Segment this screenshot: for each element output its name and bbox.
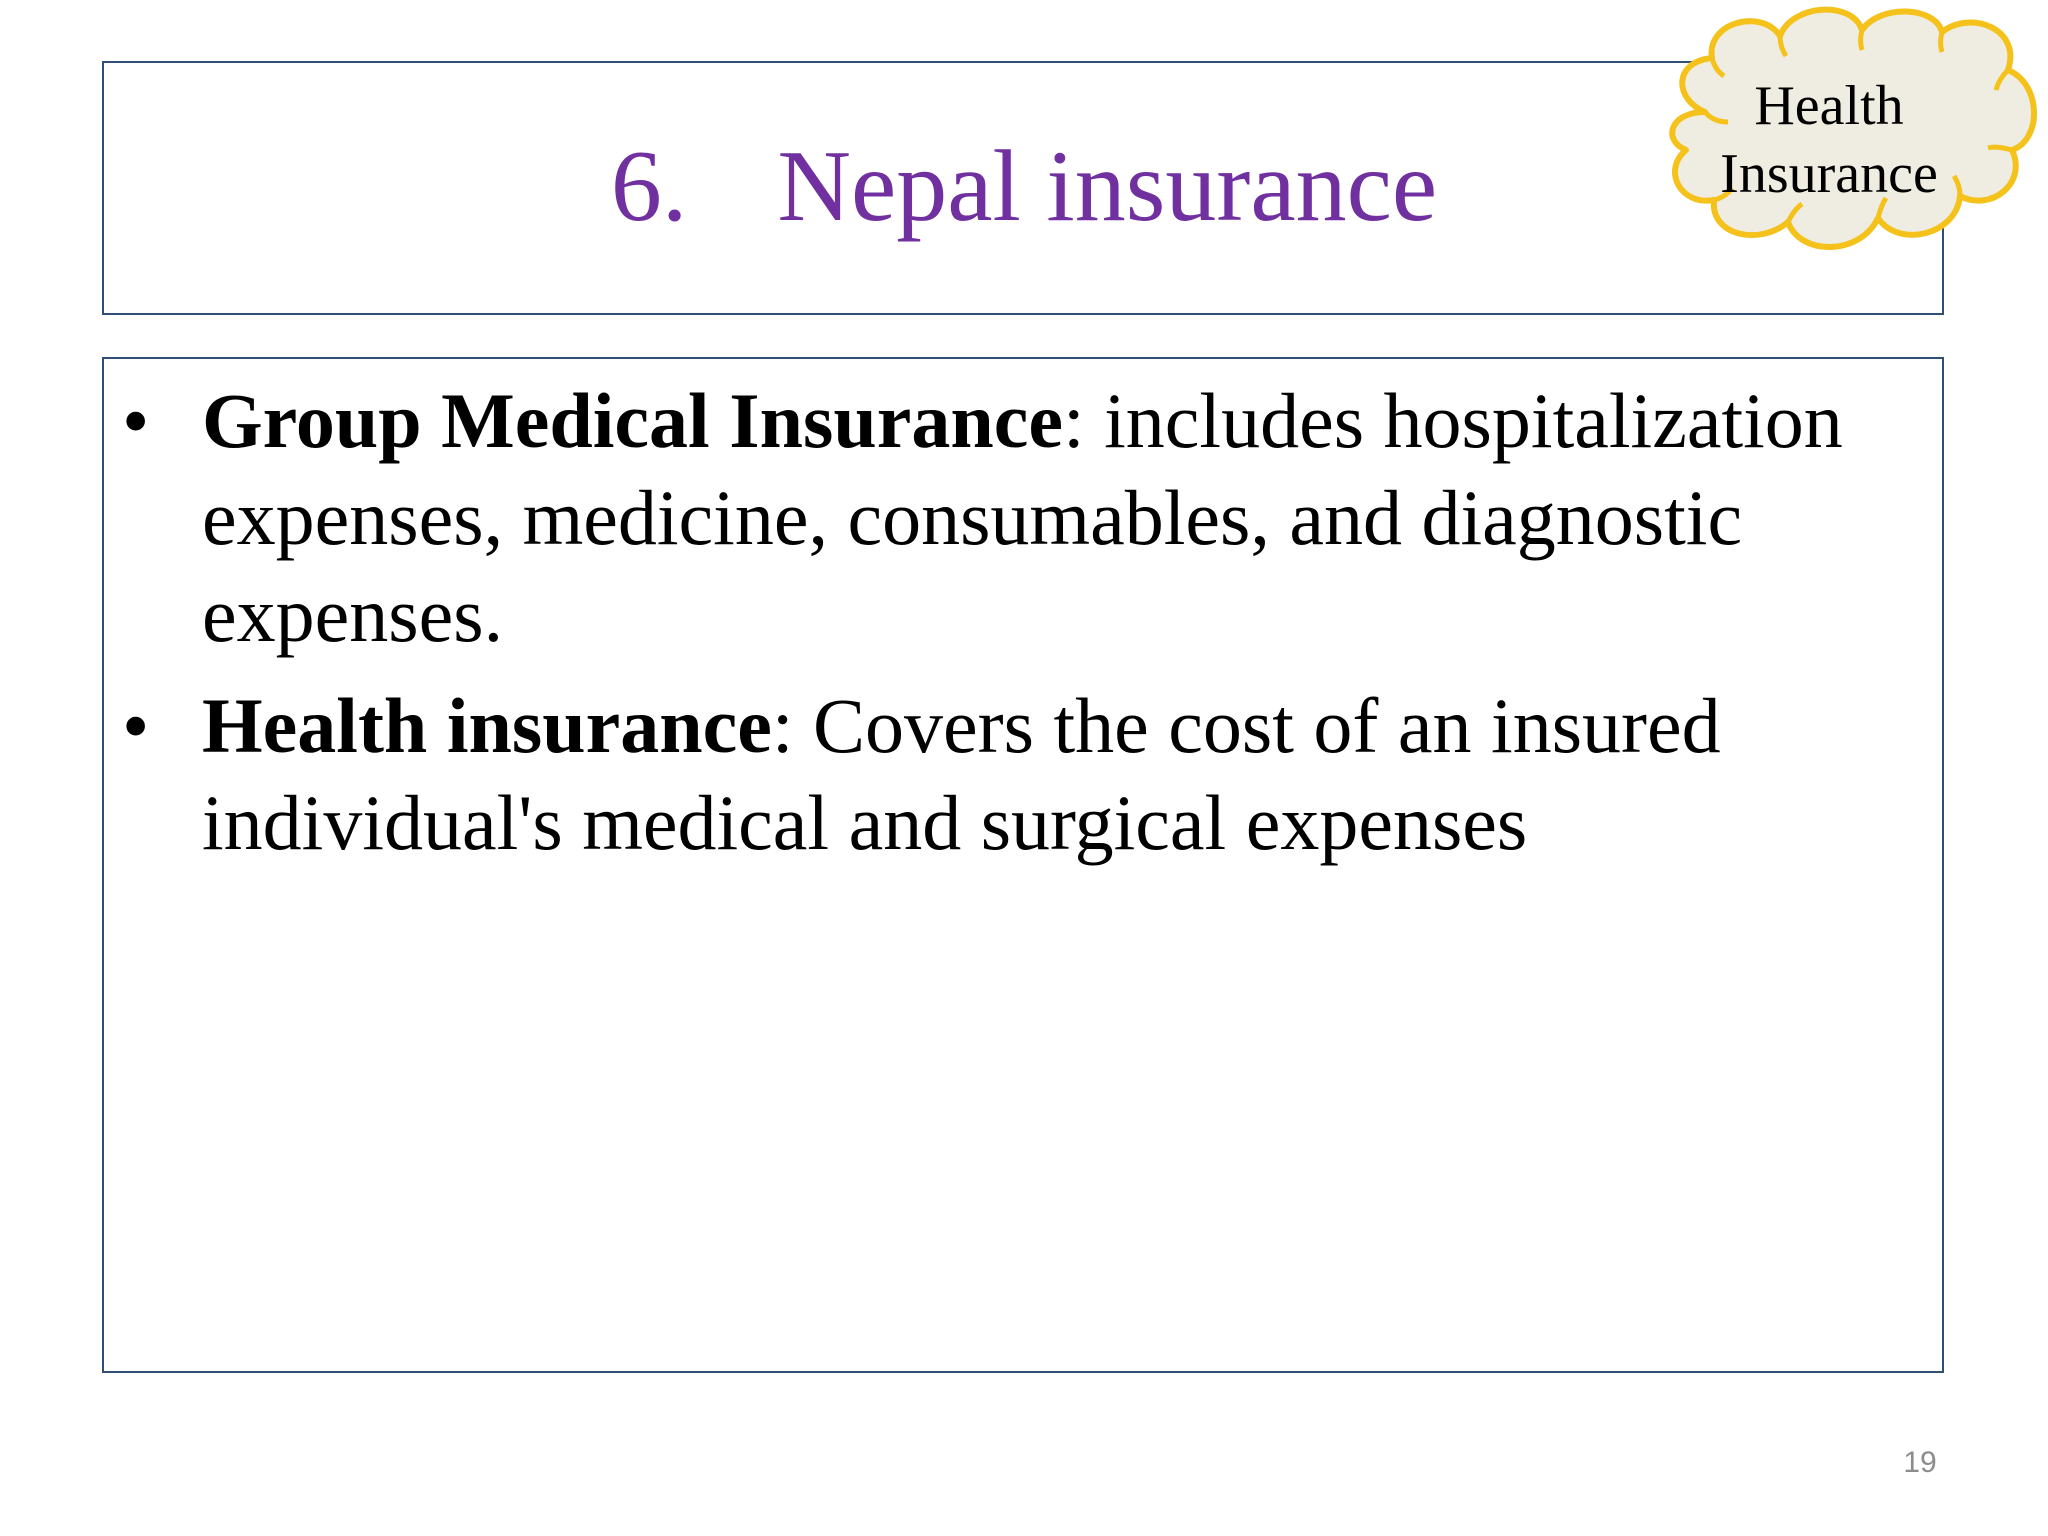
bullet-icon: • <box>122 377 150 464</box>
bullet-description: : Covers the cost of an insured individual's medical and surgical expenses <box>202 682 1721 866</box>
health-insurance-cloud <box>1630 0 2048 300</box>
bullet-icon: • <box>122 682 150 769</box>
bullet-item <box>118 372 1918 663</box>
page-number: 19 <box>1903 1446 1937 1479</box>
title-number: 6. <box>610 130 688 243</box>
cloud-label-line2: Insurance <box>1720 143 1938 205</box>
bullet-item <box>118 677 1918 871</box>
cloud-label-line1: Health <box>1754 75 1904 137</box>
title-text: Nepal insurance <box>777 130 1438 243</box>
bullet-list <box>118 372 1918 885</box>
bullet-description: : includes hospitalization expenses, medicine, consumables, and diagnostic expenses. <box>202 377 1843 658</box>
cloud-label <box>1630 72 2028 208</box>
bullet-term: Health insurance <box>202 682 772 769</box>
bullet-term: Group Medical Insurance <box>202 377 1063 464</box>
